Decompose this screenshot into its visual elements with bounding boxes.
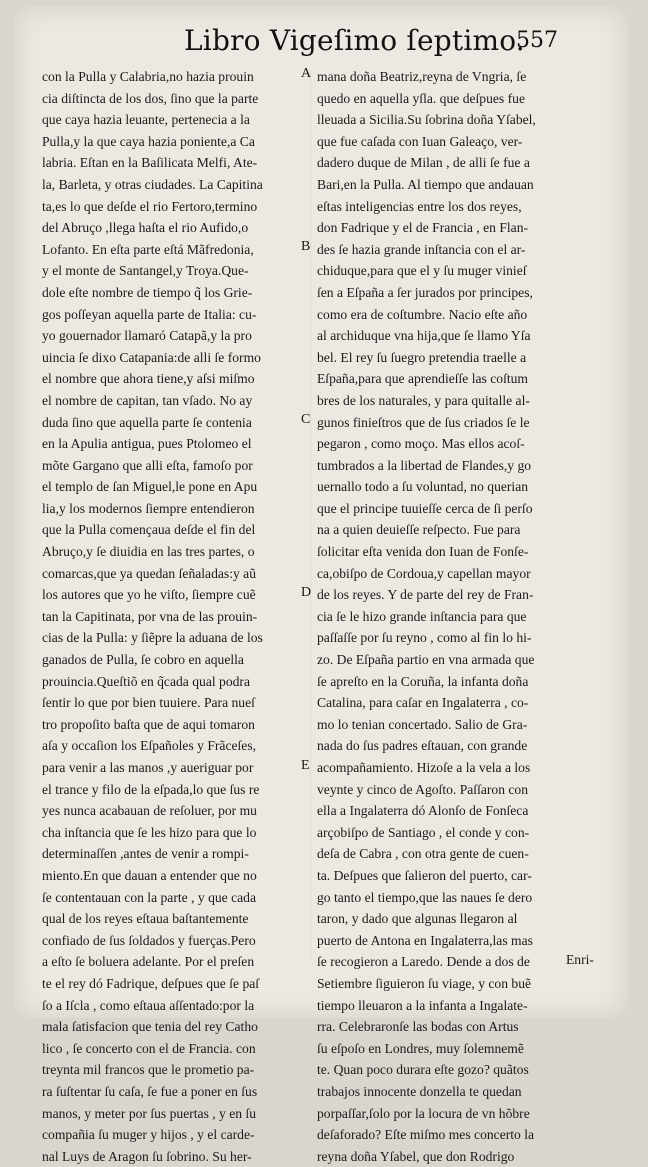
book-page	[14, 6, 628, 1164]
text-line: veynte y cinco de Agoſto. Paſſaron con	[317, 781, 529, 797]
text-line: lia,y los modernos ſiempre entendieron	[42, 500, 255, 516]
text-line: go tanto el tiempo,que las naues ſe dero	[317, 889, 533, 905]
text-line: tro propoſito baſta que de aqui tomaron	[42, 716, 255, 732]
text-line: ta. Deſpues que ſalieron del puerto, car-	[317, 867, 532, 883]
text-line: en la Apulia antigua, pues Ptolomeo el	[42, 436, 252, 452]
text-line: trabajos innocente donzella te quedan	[317, 1083, 522, 1099]
text-line: Catalina, para caſar en Ingalaterra , co-	[317, 695, 529, 711]
text-line: paſſaſſe por ſu reyno , como al fin lo hi-	[317, 630, 532, 646]
text-line: compañia ſu muger y hijos , y el carde-	[42, 1127, 255, 1143]
text-line: dadero duque de Milan , de alli ſe fue a	[317, 155, 530, 171]
text-line: des ſe hazia grande inſtancia con el ar-	[317, 241, 526, 257]
text-line: zo. De Eſpaña partio en vna armada que	[317, 652, 535, 668]
text-line: dole eſte nombre de tiempo q̃ los Grie-	[42, 284, 253, 300]
text-line: mo lo tenian concertado. Salio de Gra-	[317, 716, 528, 732]
text-line: te. Quan poco durara eſte gozo? quãtos	[317, 1062, 529, 1078]
text-line: porpaſſar,ſolo por la locura de vn hõbre	[317, 1105, 530, 1121]
text-line: que el principe tuuieſſe cerca de ſi perſo	[317, 500, 533, 516]
text-line: ella a Ingalaterra dó Alonſo de Fonſeca	[317, 803, 529, 819]
text-line: deſa de Cabra , con otra gente de cuen-	[317, 846, 529, 862]
text-line: que la Pulla començaua deſde el fin del	[42, 522, 256, 538]
text-line: ſo a Iſcla , como eſtaua aſſentado:por la	[42, 997, 255, 1013]
text-line: determinaſſen ,antes de venir a rompi-	[42, 846, 249, 862]
text-line: ſentir lo que por bien tuuiere. Para nueſ	[42, 695, 255, 711]
text-line: el templo de ſan Miguel,le pone en Apu	[42, 479, 258, 495]
text-line: nada do ſus padres eſtauan, con grande	[317, 738, 528, 754]
text-line: para venir a las manos ,y aueriguar por	[42, 760, 254, 775]
left-text-column	[42, 66, 298, 1167]
text-line: la, Barleta, y otras ciudades. La Capitina	[42, 176, 263, 192]
text-line: comarcas,que ya quedan ſeñaladas:y aũ	[42, 565, 257, 581]
text-line: ra ſuſtentar ſu caſa, ſe fue a poner en ſus	[42, 1083, 258, 1099]
text-line: con la Pulla y Calabria,no hazia prouin	[42, 69, 254, 84]
text-line: ſe contentauan con la parte , y que cada	[42, 889, 256, 905]
text-line: que fue caſada con Iuan Galeaço, ver-	[317, 133, 523, 149]
text-line: prouincia.Queſtiõ en q̃cada qual podra	[42, 673, 250, 689]
text-line: Abruço,y ſe diuidia en las tres partes, o	[42, 544, 255, 560]
text-line: mõte Gargano que alli eſta, famoſo por	[42, 457, 253, 473]
text-line: confiado de ſus ſoldados y fuerças.Pero	[42, 932, 256, 948]
section-marker-a: A	[301, 66, 312, 81]
text-line: gunos finieſtros que de ſus criados ſe le	[317, 414, 530, 430]
text-line: ſe apreſto en la Coruña, la infanta doña	[317, 673, 529, 689]
text-line: miento.En que dauan a entender que no	[42, 867, 257, 883]
running-title: Libro Vigeſimo ſeptimo.	[184, 24, 525, 57]
text-line: treynta mil francos que le prometio pa-	[42, 1062, 255, 1078]
text-line: yes nunca acabauan de reſoluer, por mu	[42, 803, 257, 819]
text-line: ſolicitar eſta venida don Iuan de Fonſe-	[317, 544, 529, 560]
text-line: deſaforado? Eſte miſmo mes concerto la	[317, 1127, 535, 1143]
text-line: bel. El rey ſu ſuegro pretendia traelle a	[317, 349, 527, 365]
text-line: pegaron , como moço. Mas ellos acoſ-	[317, 436, 525, 452]
text-line: qual de los reyes eſtaua baſtantemente	[42, 911, 249, 927]
text-line: acompañamiento. Hizoſe a la vela a los	[317, 760, 531, 775]
text-line: cias de la Pulla: y ſiẽpre la aduana de los	[42, 630, 263, 646]
text-line: puerto de Antona en Ingalaterra,las mas	[317, 932, 533, 948]
text-line: ca,obiſpo de Cordoua,y capellan mayor	[317, 565, 531, 581]
text-line: tan la Capitinata, por vna de las prouin-	[42, 608, 258, 624]
text-line: el nombre que ahora tiene,y aſsi miſmo	[42, 371, 255, 387]
text-line: bres de los naturales, y para quitalle al-	[317, 392, 530, 408]
text-line: al archiduque vna hija,que ſe llamo Yſa	[317, 328, 531, 344]
text-line: y el monte de Santangel,y Troya.Que-	[42, 263, 249, 279]
section-marker-d: D	[301, 585, 312, 600]
text-line: manos, y meter por ſus puertas , y en ſu	[42, 1105, 257, 1121]
text-line: yo gouernador llamaró Catapã,y la pro	[42, 328, 252, 344]
text-line: uincia ſe dixo Catapania:de alli ſe formo	[42, 349, 261, 365]
text-line: los autores que yo he viſto, ſiempre cuẽ	[42, 587, 256, 603]
text-line: quedo en aquella yſla. que deſpues fue	[317, 90, 525, 106]
running-header	[14, 24, 628, 64]
text-line: uernallo todo a ſu voluntad, no querian	[317, 479, 529, 495]
text-line: lico , ſe concerto con el de Francia. con	[42, 1040, 256, 1056]
text-line: como era de coſtumbre. Nacio eſte año	[317, 306, 528, 322]
page-number: 557	[516, 28, 558, 53]
text-line: na a quien deuieſſe reſpecto. Fue para	[317, 522, 521, 538]
text-line: ſe recogieron a Laredo. Dende a dos de	[317, 954, 530, 970]
text-line: cia ſe le hizo grande inſtancia para que	[317, 608, 527, 624]
text-line: don Fadrique y el de Francia , en Flan-	[317, 220, 529, 236]
text-line: ſen a Eſpaña a ſer jurados por principes,	[317, 284, 533, 300]
right-text-column	[317, 66, 573, 1167]
text-line: rra. Celebraronſe las bodas con Artus	[317, 1019, 519, 1035]
catchword: Enri-	[566, 952, 594, 967]
text-line: lleuada a Sicilia.Su ſobrina doña Yſabel,	[317, 112, 536, 128]
text-line: de los reyes. Y de parte del rey de Fran-	[317, 587, 534, 603]
text-line: cia diſtincta de los dos, ſino que la parte	[42, 90, 259, 106]
text-line: Setiembre ſiguieron ſu viage, y con buẽ	[317, 975, 532, 991]
text-line: mana doña Beatriz,reyna de Vngria, ſe	[317, 69, 527, 84]
text-line: el nombre de capitan, tan vſado. No ay	[42, 392, 253, 408]
column-gutter	[310, 70, 311, 960]
section-marker-e: E	[301, 758, 310, 773]
text-line: duda ſino que aquella parte ſe contenia	[42, 414, 252, 430]
text-line: tumbrados a la libertad de Flandes,y go	[317, 457, 532, 473]
text-line: nal Luys de Aragon ſu ſobrino. Su her-	[42, 1148, 252, 1164]
text-line: ganados de Pulla, ſe cobro en aquella	[42, 652, 244, 668]
section-marker-c: C	[301, 412, 311, 427]
text-line: te el rey dó Fadrique, deſpues que ſe paſ	[42, 975, 260, 991]
text-line: eſtas inteligencias entre los dos reyes,	[317, 198, 522, 214]
section-marker-b: B	[301, 239, 311, 254]
text-line: que caya hazia leuante, pertenecia a la	[42, 112, 250, 128]
text-line: tiempo lleuaron a la infanta a Ingalate-	[317, 997, 528, 1013]
text-line: labria. Eſtan en la Baſilicata Melfi, Ate-	[42, 155, 258, 171]
text-line: aſa y occaſion los Eſpañoles y Frãceſes,	[42, 738, 257, 754]
text-line: ſu eſpoſo en Londres, muy ſolemnemẽ	[317, 1040, 524, 1056]
text-line: gos poſſeyan aquella parte de Italia: cu-	[42, 306, 257, 322]
text-line: a eſto ſe boluera adelante. Por el preſen	[42, 954, 255, 970]
text-line: chiduque,para que el y ſu muger vinieſ	[317, 263, 527, 279]
text-line: del Abruço ,llega haſta el rio Aufido,o	[42, 220, 249, 236]
text-line: Bari,en la Pulla. Al tiempo que andauan	[317, 176, 534, 192]
text-line: Eſpaña,para que aprendieſſe las coſtum	[317, 371, 528, 387]
text-line: Lofanto. En eſta parte eſtá Mãfredonia,	[42, 241, 254, 257]
text-line: arçobiſpo de Santiago , el conde y con-	[317, 824, 530, 840]
text-line: taron, y dado que algunas llegaron al	[317, 911, 518, 927]
text-line: ta,es lo que deſde el rio Fertoro,termino	[42, 198, 258, 214]
text-line: cha inſtancia que ſe les hizo para que lo	[42, 824, 257, 840]
text-line: reyna doña Yſabel, que don Rodrigo	[317, 1148, 515, 1164]
text-line: Pulla,y la que caya hazia poniente,a Ca	[42, 133, 255, 149]
text-line: mala ſatisfacion que tenia del rey Catho	[42, 1019, 258, 1035]
text-line: el trance y filo de la eſpada,lo que ſus re	[42, 781, 260, 797]
